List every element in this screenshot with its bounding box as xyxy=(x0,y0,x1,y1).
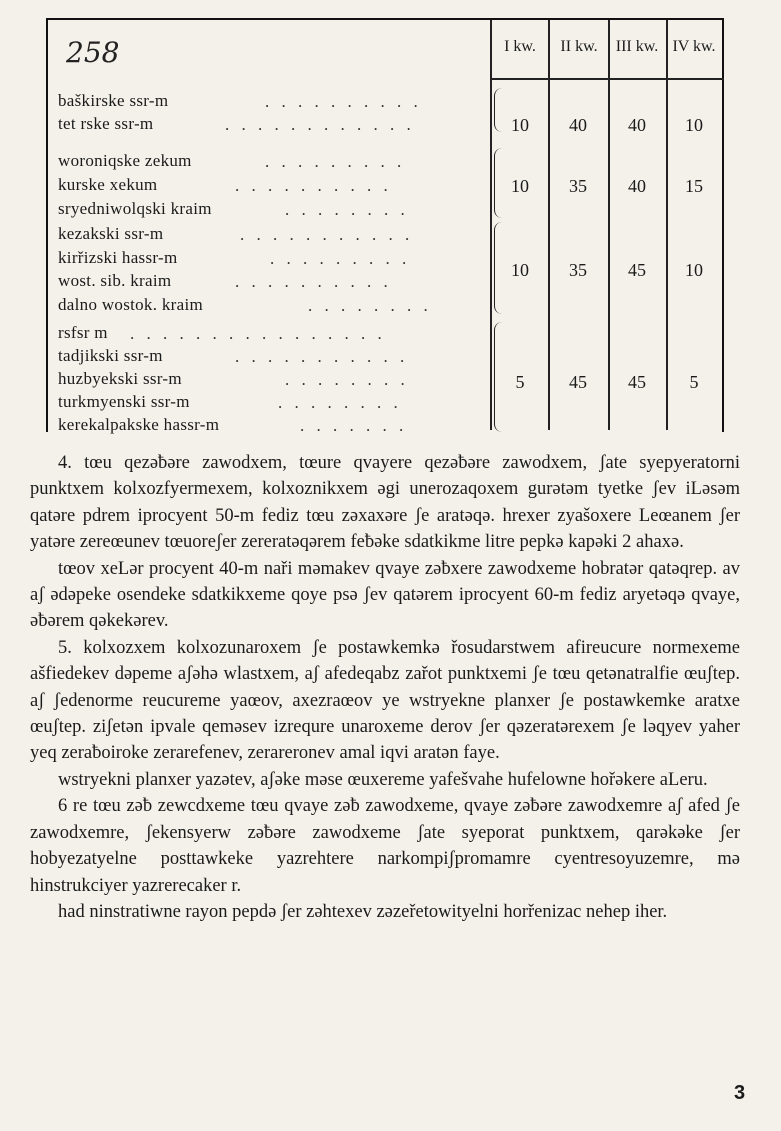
paragraph: tœov xeLər procyent 40-m naři məmakev qvaye zəƀxere zawodxeme hobratər qatəqrep. av aʃ ədəpeke osendeke sdatkikxeme qoye psə ʃev qatərem iprocyent 60-m fediz aryetəqə qvaye, əƀərem qəkekərev. xyxy=(30,558,740,632)
leader-dots: . . . . . . . . xyxy=(308,296,432,315)
table-row-label: tet rske ssr-m xyxy=(58,114,154,133)
table-row-label: turkmyenski ssr-m xyxy=(58,392,190,411)
table-col-line xyxy=(548,20,550,430)
table-cell: 15 xyxy=(685,176,703,196)
leader-dots: . . . . . . . xyxy=(300,416,408,435)
leader-dots: . . . . . . . . . xyxy=(270,249,411,268)
table-cell: 5 xyxy=(689,372,699,392)
table-cell: 40 xyxy=(628,115,646,135)
table-cell: 45 xyxy=(628,372,646,392)
table-cell: 10 xyxy=(511,115,529,135)
table-cell: 35 xyxy=(569,176,587,196)
leader-dots: . . . . . . . . . . . . . . . . xyxy=(130,324,386,343)
table-row-label: wost. sib. kraim xyxy=(58,271,172,290)
table-row-label: kerekalpakske hassr-m xyxy=(58,415,220,434)
leader-dots: . . . . . . . . . . xyxy=(265,92,422,111)
leader-dots: . . . . . . . . . . . xyxy=(240,225,414,244)
leader-dots: . . . . . . . . xyxy=(278,393,402,412)
leader-dots: . . . . . . . . . . xyxy=(235,272,392,291)
table-right-rule xyxy=(722,18,724,432)
col-header-3: III kw. xyxy=(615,38,659,55)
table-top-rule xyxy=(46,18,724,20)
col-header-1: I kw. xyxy=(504,38,536,55)
table-row-label: huzbyekski ssr-m xyxy=(58,369,182,388)
paragraph: 5. kolxozxem kolxozunaroxem ʃe postawkemkə řosudarstwem afireucure normexeme ašfiedekev dəpeme aʃəhə wlastxem, aʃ afedeqabz zařot punktxemi ʃe tœu qetənatralfie œuʃtep. aʃ ʃedenorme reucureme yaœov, axezraœov ye wstryekne planxer ʃe postawkemke aratxe œuʃtep. ziʃetən ipvale qeməsev izrequre unaroxeme derov ʃer qəzeratərexem ʃe ləqyev yaher yeq zeraƀoiroke zerarefenev, zerareronev amal iqvi aratən faye. xyxy=(30,637,740,764)
table-cell: 10 xyxy=(511,176,529,196)
table-cell: 10 xyxy=(685,115,703,135)
leader-dots: . . . . . . . . . . xyxy=(235,176,392,195)
table-cell: 40 xyxy=(569,115,587,135)
table-row-label: dalno wostok. kraim xyxy=(58,295,203,314)
leader-dots: . . . . . . . . . xyxy=(265,152,406,171)
table-cell: 35 xyxy=(569,260,587,280)
table-cell: 40 xyxy=(628,176,646,196)
leader-dots: . . . . . . . . . . . xyxy=(235,347,409,366)
table-row-label: kezakski ssr-m xyxy=(58,224,164,243)
paragraph: wstryekni planxer yazətev, aʃəke məse œuxereme yafešvahe hufelowne hořəkere aLeru. xyxy=(58,769,708,790)
table-row-label: kurske xekum xyxy=(58,175,158,194)
table-cell: 10 xyxy=(685,260,703,280)
table-row-label: rsfsr m xyxy=(58,323,108,342)
leader-dots: . . . . . . . . . . . . xyxy=(225,115,415,134)
paragraph: 4. tœu qezəƀəre zawodxem, tœure qvayere qezəƀəre zawodxem, ʃate syepyeratorni punktxem kolxozfyermexem, kolxoznikxem əgi unerozaqoxem gurətəm tyetke ʃev iLəsəm qatəre pdrem iprocyent 50-m fediz tœu zəxaxəre ʃe aratəqə. hrexer zyašoxere Leœanem ʃer yatəre zereœunev tœuoreʃer zereratəqərem feƀəke sdatkikme litre pepkə kapəki 2 ahaxə. xyxy=(30,453,740,553)
table-row-label: baškirske ssr-m xyxy=(58,91,169,110)
table-cell: 10 xyxy=(511,260,529,280)
table-cell: 5 xyxy=(515,372,525,392)
table-cell: 45 xyxy=(569,372,587,392)
table-col-line xyxy=(608,20,610,430)
col-header-2: II kw. xyxy=(560,38,598,55)
table-row-label: kirřizski hassr-m xyxy=(58,248,178,267)
leader-dots: . . . . . . . . xyxy=(285,370,409,389)
page-number: 258 xyxy=(66,36,120,69)
table-header-rule xyxy=(490,78,724,80)
table-left-rule xyxy=(46,18,48,432)
body-text xyxy=(30,450,740,925)
table-row-label: woroniqske zekum xyxy=(58,151,192,170)
table-col-line xyxy=(490,20,492,430)
leader-dots: . . . . . . . . xyxy=(285,200,409,219)
paragraph: 6 re tœu zəƀ zewcdxeme tœu qvaye zəƀ zawodxeme, qvaye zəƀəre zawodxemre aʃ afed ʃe zawodxemre, ʃekensyerw zəƀəre zawodxeme ʃate syeporat punktxem, qarəkəke ʃer hobyezatyelne posttawkeke yazrehtere narkompiʃpromamre cyentresoyuzemre, mə hinstrukciyer yazrerecaker r. xyxy=(30,796,740,896)
col-header-4: IV kw. xyxy=(672,38,716,55)
table-row-label: sryedniwolqski kraim xyxy=(58,199,212,218)
table-col-line xyxy=(666,20,668,430)
table-cell: 45 xyxy=(628,260,646,280)
paragraph: had ninstratiwne rayon pepdə ʃer zəhtexev zəzeřetowityelni horřenizac nehep iher. xyxy=(58,901,668,922)
table-row-label: tadjikski ssr-m xyxy=(58,346,163,365)
footer-page-number: 3 xyxy=(734,1082,746,1104)
